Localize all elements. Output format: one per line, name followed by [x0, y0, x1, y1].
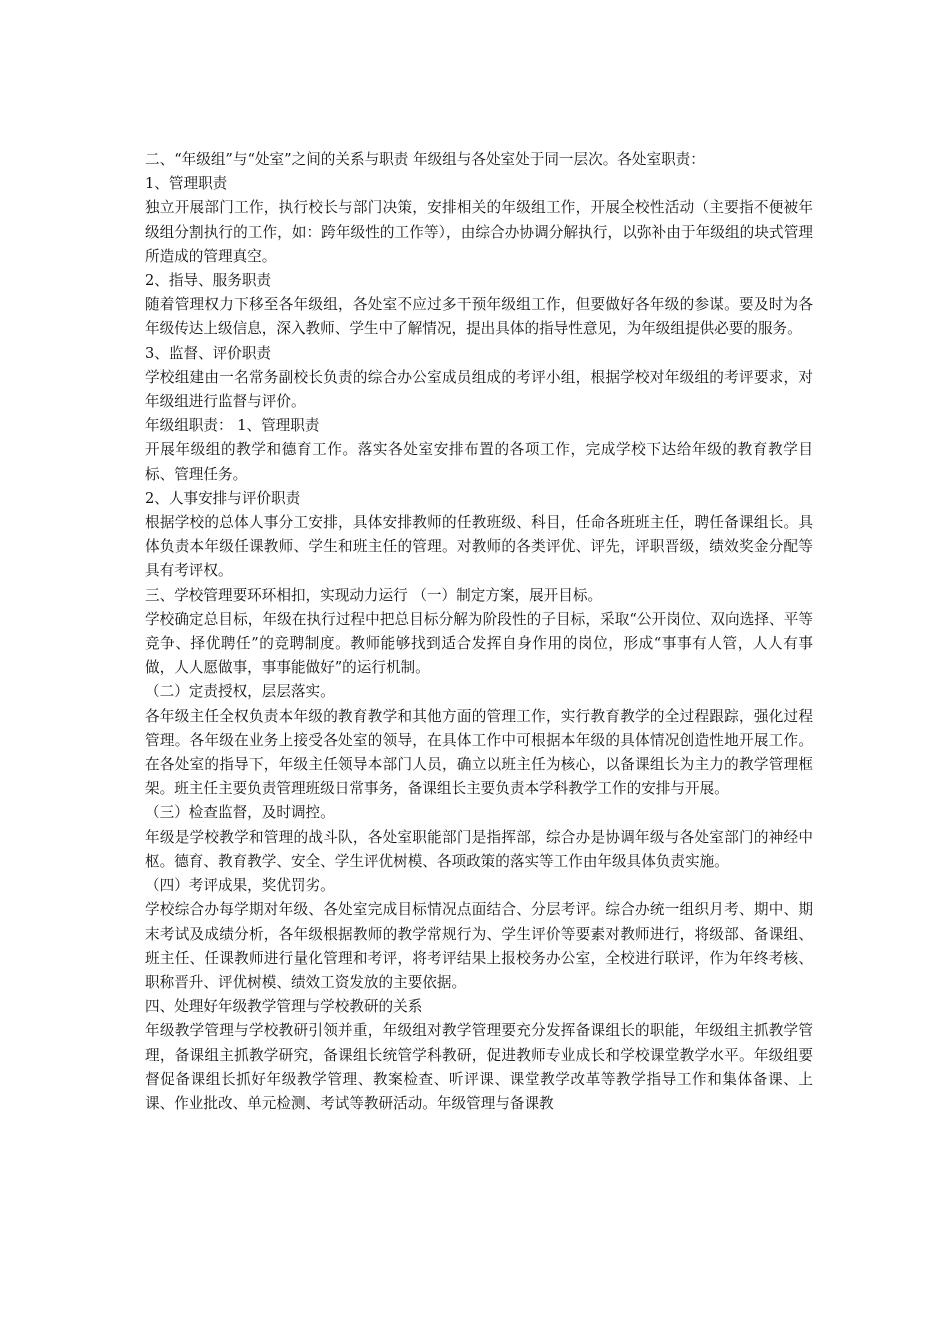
section-heading-school-management: 三、学校管理要环环相扣，实现动力运行 （一）制定方案，展开目标。: [145, 586, 603, 604]
subheading-grade-group-duties: 年级组职责： 1、管理职责: [145, 417, 320, 435]
subheading-delegation: （二）定责授权，层层落实。: [145, 683, 335, 701]
subheading-supervision-evaluation-duty: 3、监督、评价职责: [145, 344, 272, 362]
paragraph-personnel-duty: 根据学校的总体人事分工安排，具体安排教师的任教班级、科目，任命各班班主任，聘任备课组长。具体负责本年级任课教师、学生和班主任的管理。对教师的各类评优、评先，评职晋级，绩效奖金分配等具有考评权。: [145, 514, 813, 580]
subheading-inspection: （三）检查监督，及时调控。: [145, 804, 335, 822]
paragraph-teaching-research: 年级教学管理与学校教研引领并重，年级组对教学管理要充分发挥备课组长的职能，年级组主抓教学管理，备课组主抓教学研究，备课组长统管学科教研，促进教师专业成长和学校课堂教学水平。年级组要督促备课组长抓好年级教学管理、教案检查、听评课、课堂教学改革等教学指导工作和集体备课、上课、作业批改、单元检测、考试等教研活动。年级管理与备课教: [145, 1022, 813, 1112]
paragraph-supervision-evaluation-duty: 学校组建由一名常务副校长负责的综合办公室成员组成的考评小组，根据学校对年级组的考评要求，对年级组进行监督与评价。: [145, 368, 813, 411]
paragraph-goal-setting: 学校确定总目标，年级在执行过程中把总目标分解为阶段性的子目标，采取“公开岗位、双向选择、平等竞争、择优聘任”的竞聘制度。教师能够找到适合发挥自身作用的岗位，形成“事事有人管，人人有事做，人人愿做事，事事能做好”的运行机制。: [145, 610, 813, 677]
section-heading-teaching-research: 四、处理好年级教学管理与学校教研的关系: [145, 998, 423, 1016]
paragraph-grade-group-management: 开展年级组的教学和德育工作。落实各处室安排布置的各项工作，完成学校下达给年级的教育教学目标、管理任务。: [145, 441, 813, 483]
paragraph-evaluation: 学校综合办每学期对年级、各处室完成目标情况点面结合、分层考评。综合办统一组织月考、期中、期末考试及成绩分析，各年级根据教师的教学常规行为、学生评价等要素对教师进行，将级部、备课组、班主任、任课教师进行量化管理和考评，将考评结果上报校务办公室，全校进行联评，作为年终考核、职称晋升、评优树模、绩效工资发放的主要依据。: [145, 901, 813, 991]
subheading-personnel-duty: 2、人事安排与评价职责: [145, 489, 301, 507]
document-body: [145, 148, 813, 1116]
subheading-evaluation: （四）考评成果，奖优罚劣。: [145, 877, 335, 895]
subheading-management-duty: 1、管理职责: [145, 175, 228, 193]
paragraph-management-duty: 独立开展部门工作，执行校长与部门决策，安排相关的年级组工作，开展全校性活动（主要指不便被年级组分割执行的工作，如：跨年级性的工作等），由综合办协调分解执行，以弥补由于年级组的块式管理所造成的管理真空。: [145, 199, 813, 265]
paragraph-inspection: 年级是学校教学和管理的战斗队，各处室职能部门是指挥部，综合办是协调年级与各处室部门的神经中枢。德育、教育教学、安全、学生评优树模、各项政策的落实等工作由年级具体负责实施。: [145, 828, 813, 870]
section-heading-relations: 二、“年级组”与“处室”之间的关系与职责 年级组与各处室处于同一层次。各处室职责：: [145, 151, 705, 168]
paragraph-delegation: 各年级主任全权负责本年级的教育教学和其他方面的管理工作，实行教育教学的全过程跟踪，强化过程管理。各年级在业务上接受各处室的领导，在具体工作中可根据本年级的具体情况创造性地开展工作。在各处室的指导下，年级主任领导本部门人员，确立以班主任为核心，以备课组长为主力的教学管理框架。班主任主要负责管理班级日常事务，备课组长主要负责本学科教学工作的安排与开展。: [145, 707, 813, 798]
subheading-guidance-service-duty: 2、指导、服务职责: [145, 272, 272, 290]
paragraph-guidance-service-duty: 随着管理权力下移至各年级组，各处室不应过多干预年级组工作，但要做好各年级的参谋。要及时为各年级传达上级信息，深入教师、学生中了解情况，提出具体的指导性意见，为年级组提供必要的服务。: [145, 296, 813, 338]
